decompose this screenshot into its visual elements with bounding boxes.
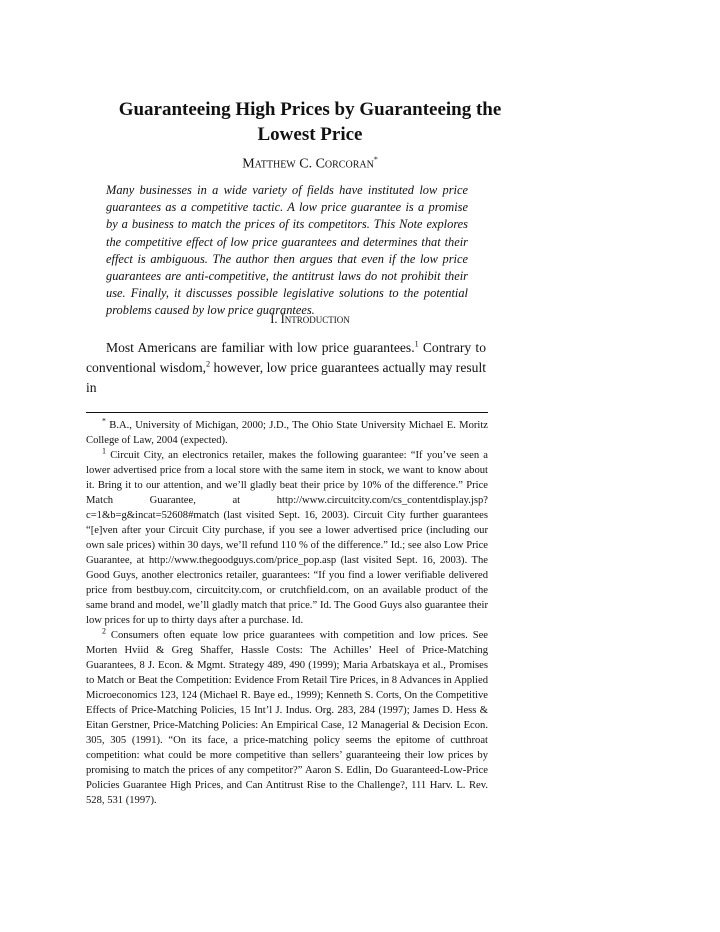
footnote-mark: * bbox=[102, 416, 106, 426]
footnote-divider bbox=[86, 412, 488, 413]
author-name: Matthew C. Corcoran bbox=[242, 156, 374, 172]
author-footnote-mark: * bbox=[373, 155, 378, 164]
section-heading: I. Introduction bbox=[270, 312, 350, 326]
footnote-mark: 1 bbox=[102, 446, 106, 456]
intro-body bbox=[86, 338, 486, 398]
footnote-author bbox=[86, 418, 488, 448]
author-line bbox=[90, 155, 530, 173]
footnote-text: Circuit City, an electronics retailer, makes the following guarantee: “If you’ve seen a lower advertised price from a local store with the same item in stock, we want to know about it. Bring it to our attention, and we’ll gladly beat their price by 10% of the difference.” Price Match Guarantee, at http://www.circuitcity.com/cs_contentdisplay.jsp?c=1&b=g&incat=52608#match (last visited Sept. 16, 2003). Circuit City further guarantees “[e]ven after your Circuit City purchase, if you see a lower advertised price (including our own sale prices) within 30 days, we’ll refund 110 % of the difference.” Id.; see also Low Price Guarantee, at http://www.thegoodguys.com/price_pop.asp (last visited Sept. 16, 2003). The Good Guys, another electronics retailer, guarantees: “If you find a lower verifiable delivered price from bestbuy.com, circuitcity.com, or crutchfield.com, on an available product of the same brand and model, we’ll gladly match that price.” Id. The Good Guys also guarantee their low prices for up to thirty days after a purchase. Id. bbox=[86, 450, 489, 626]
footnote-ref-1[interactable]: 1 bbox=[414, 339, 419, 349]
footnote-ref-2[interactable]: 2 bbox=[206, 359, 211, 369]
footnote-text: B.A., University of Michigan, 2000; J.D., The Ohio State University Michael E. Moritz College of Law, 2004 (expected). bbox=[86, 420, 488, 446]
footnote-2 bbox=[86, 628, 488, 808]
footnote-text: Consumers often equate low price guarantees with competition and low prices. See Morten Hviid & Greg Shaffer, Hassle Costs: The Achilles’ Heel of Price-Matching Guarantees, 8 J. Econ. & Mgmt. Strategy 489, 490 (1999); Maria Arbatskaya et al., Promises to Match or Beat the Competition: Evidence From Retail Tire Prices, in 8 Advances in Applied Microeconomics 123, 124 (Michael R. Baye ed., 1999); Kenneth S. Corts, On the Competitive Effects of Price-Matching Policies, 15 Int’l J. Indus. Org. 283, 284 (1997); James D. Hess & Eitan Gerstner, Price-Matching Policies: An Empirical Case, 12 Managerial & Decision Econ. 305, 305 (1991). “On its face, a price-matching policy seems the epitome of cutthroat competition: what could be more competitive than sellers’ guaranteeing their low prices by promising to match the prices of any competitor?” Aaron S. Edlin, Do Guaranteed-Low-Price Policies Guarantee High Prices, and Can Antitrust Rise to the Challenge?, 111 Harv. L. Rev. 528, 531 (1997). bbox=[86, 630, 488, 806]
footnote-1 bbox=[86, 448, 488, 628]
footnotes bbox=[86, 418, 488, 808]
abstract: Many businesses in a wide variety of fields have instituted low price guarantees as a competitive tactic. A low price guarantee is a promise by a business to match the prices of its competitors. This Note explores the competitive effect of low price guarantees and determines that their effect is ambiguous. The author then argues that even if the low price guarantees are anti-competitive, the antitrust laws do not prohibit their use. Finally, it discusses possible legislative solutions to the potential problems caused by low price guarantees. bbox=[106, 183, 468, 318]
intro-text-2: Contrary to conventional wisdom, bbox=[86, 340, 486, 375]
intro-paragraph bbox=[86, 338, 486, 398]
article-title: Guaranteeing High Prices by Guaranteeing the Lowest Price bbox=[118, 99, 502, 145]
footnote-mark: 2 bbox=[102, 626, 106, 636]
intro-text-1: Most Americans are familiar with low price guarantees. bbox=[106, 340, 415, 355]
intro-text-3: however, low price guarantees actually may result in bbox=[86, 360, 486, 395]
